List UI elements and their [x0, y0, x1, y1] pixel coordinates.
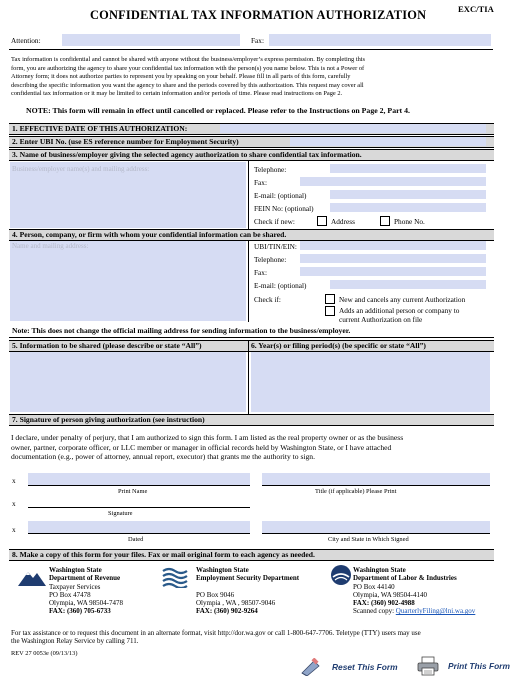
sec3-email-input[interactable] — [330, 190, 486, 199]
section-8-label: 8. Make a copy of this form for your files. Fax or mail original form to each agency as needed. — [12, 550, 315, 559]
note-top: NOTE: This form will remain in effect until cancelled or replaced. Please refer to the Instructions on Page 2, Part 4. — [26, 106, 410, 115]
section-7-label: 7. Signature of person giving authorization (see instruction) — [12, 415, 205, 424]
footer-line: For tax assistance or to request this document in an alternate format, visit http://dor.wa.gov or call 1-800-647-7706. Teletype (TTY) users may use — [11, 629, 421, 637]
sec4-telephone-input[interactable] — [300, 254, 486, 263]
note-mid: Note: This does not change the official mailing address for sending information to the business/employer. — [12, 326, 351, 335]
globe-logo-icon — [330, 564, 352, 586]
intro-line: describing the specific information you want the agency to share and the periods covered by this authorization. This request may cover all — [11, 81, 364, 89]
sec4-ubi-label: UBI/TIN/EIN: — [254, 242, 297, 251]
x-mark: x — [12, 476, 16, 485]
intro-line: Attorney form; it does not authorize parties to represent you by speaking on your behalf. Please fill in all parts of this form, carefully — [11, 73, 351, 81]
agency-lni — [353, 566, 475, 616]
waves-logo-icon — [162, 566, 188, 588]
declaration-line: I declare, under penalty of perjury, that I am authorized to sign this form. I am listed as the real property owner or as the business — [11, 433, 404, 442]
signature-caption: Signature — [108, 510, 133, 517]
add-party-label-2: current Authorization on file — [339, 315, 423, 324]
shared-party-name-address-input[interactable] — [10, 241, 246, 321]
reset-button[interactable] — [300, 658, 398, 676]
printer-icon — [416, 656, 440, 676]
divider — [9, 49, 493, 50]
form-code: EXC/TIA — [458, 4, 494, 14]
signature-line[interactable] — [28, 507, 250, 508]
new-authorization-checkbox[interactable] — [325, 294, 335, 304]
sec4-email-input[interactable] — [330, 280, 486, 289]
sec3-telephone-label: Telephone: — [254, 165, 287, 174]
filing-periods-input[interactable] — [251, 352, 490, 412]
footer-line: the Washington Relay Service by calling 711. — [11, 637, 139, 646]
agency-line: Taxpayer Services — [49, 582, 101, 591]
print-button-label: Print This Form — [448, 661, 510, 671]
agency-line — [196, 583, 299, 591]
agency-line: FAX: (360) 902-4988 — [353, 599, 415, 608]
divider — [9, 337, 494, 338]
footer-text — [11, 629, 511, 646]
print-button[interactable] — [416, 656, 510, 676]
sec3-telephone-input[interactable] — [330, 164, 486, 173]
title-input[interactable] — [262, 473, 490, 486]
agency-line: Washington State — [196, 566, 249, 574]
agency-line: Washington State — [49, 566, 102, 574]
attention-input[interactable] — [62, 34, 240, 46]
revision-code: REV 27 0053e (09/13/13) — [11, 650, 78, 657]
dated-input[interactable] — [28, 521, 250, 534]
attention-label: Attention: — [11, 36, 41, 45]
new-authorization-label: New and cancels any current Authorization — [339, 295, 466, 304]
phone-checkbox-label: Phone No. — [394, 217, 425, 226]
agency-line: Olympia, WA 98504-7478 — [49, 599, 123, 608]
agency-line: Employment Security Department — [196, 574, 300, 583]
column-divider — [248, 340, 249, 414]
sec3-fax-label: Fax: — [254, 178, 267, 187]
section-1-label: 1. EFFECTIVE DATE OF THIS AUTHORIZATION: — [12, 124, 188, 133]
city-state-caption: City and State in Which Signed — [328, 536, 409, 543]
address-checkbox-label: Address — [331, 217, 355, 226]
lni-email-link[interactable]: QuarterlyFiling@lni.wa.gov — [395, 607, 476, 616]
title-caption: Title (if applicable) Please Print — [315, 488, 397, 495]
agency-dor — [49, 566, 123, 616]
dated-caption: Dated — [128, 536, 144, 543]
shared-party-placeholder: Name and mailing address: — [12, 242, 89, 250]
declaration-line: owner, partner, corporate officer, or LLC member or manager in official records held by Washington State, or I have attached — [11, 442, 392, 452]
agency-line — [353, 607, 475, 615]
mountain-logo-icon — [18, 566, 46, 586]
agency-esd — [196, 566, 299, 616]
intro-line: form, you are authorizing the agency to share your confidential tax information with the person(s) you name below. This is not a Power of — [11, 64, 365, 72]
ubi-input[interactable] — [290, 137, 486, 146]
print-name-input[interactable] — [28, 473, 250, 486]
agency-line: FAX: (360) 902-9264 — [196, 607, 258, 616]
add-party-checkbox[interactable] — [325, 306, 335, 316]
fax-label: Fax: — [251, 36, 264, 45]
sec3-email-label: E-mail: (optional) — [254, 191, 307, 200]
check-if-label: Check if: — [254, 295, 281, 304]
effective-date-input[interactable] — [220, 124, 486, 133]
agency-line: PO Box 47478 — [49, 590, 91, 599]
print-name-caption: Print Name — [118, 488, 148, 495]
business-name-placeholder: Business/employer name(s) and mailing address: — [12, 165, 150, 173]
address-checkbox[interactable] — [317, 216, 327, 226]
sec4-telephone-label: Telephone: — [254, 255, 287, 264]
section-6-label: 6. Year(s) or filing period(s) (be specific or state “All”) — [251, 341, 426, 350]
section-3-label: 3. Name of business/employer giving the selected agency authorization to share confidential tax information. — [12, 150, 362, 159]
sec3-fein-input[interactable] — [330, 203, 486, 212]
x-mark: x — [12, 499, 16, 508]
reset-icon — [300, 658, 322, 676]
intro-text — [11, 56, 501, 99]
agency-line: Department of Revenue — [49, 574, 121, 583]
scanned-copy-label: Scanned copy: — [353, 607, 396, 616]
agency-line: Olympia, WA 98504-4140 — [353, 590, 427, 599]
agency-line: Olympia , WA , 98507-9046 — [196, 599, 276, 608]
fax-input[interactable] — [269, 34, 491, 46]
declaration-line: documentation (e.g., power of attorney, annual report, executor) that grants me the authority to sign. — [11, 452, 316, 462]
sec3-fax-input[interactable] — [300, 177, 486, 186]
sec4-email-label: E-mail: (optional) — [254, 281, 307, 290]
intro-line: Tax information is confidential and cannot be shared with anyone without the business/employer’s express permission. By completing this — [11, 56, 366, 63]
agency-line: Washington State — [353, 566, 406, 574]
section-2-label: 2. Enter UBI No. (use ES reference number for Employment Security) — [12, 137, 239, 146]
sec4-fax-input[interactable] — [300, 267, 486, 276]
column-divider — [248, 160, 249, 230]
section-5-label: 5. Information to be shared (please describe or state “All”) — [12, 341, 202, 350]
agency-line: PO Box 44140 — [353, 582, 395, 591]
agency-line: Department of Labor & Industries — [353, 574, 457, 583]
agency-line: PO Box 9046 — [196, 590, 235, 599]
add-party-label-1: Adds an additional person or company to — [339, 306, 460, 315]
column-divider — [248, 240, 249, 322]
intro-line: confidential tax information or it may be limited to certain information and/or periods of time. Please read instructions on Page 2. — [11, 90, 343, 98]
phone-checkbox[interactable] — [380, 216, 390, 226]
information-shared-input[interactable] — [10, 352, 246, 412]
reset-button-label: Reset This Form — [332, 662, 398, 672]
x-mark: x — [12, 525, 16, 534]
agency-line: FAX: (360) 705-6733 — [49, 607, 111, 616]
sec4-fax-label: Fax: — [254, 268, 267, 277]
section-4-label: 4. Person, company, or firm with whom your confidential information can be shared. — [12, 230, 287, 239]
declaration-text — [11, 433, 501, 462]
city-state-input[interactable] — [262, 521, 490, 534]
form-title: CONFIDENTIAL TAX INFORMATION AUTHORIZATION — [90, 8, 427, 22]
sec4-ubi-input[interactable] — [300, 241, 486, 250]
check-if-new-label: Check if new: — [254, 217, 295, 226]
sec3-fein-label: FEIN No: (optional) — [254, 204, 314, 213]
